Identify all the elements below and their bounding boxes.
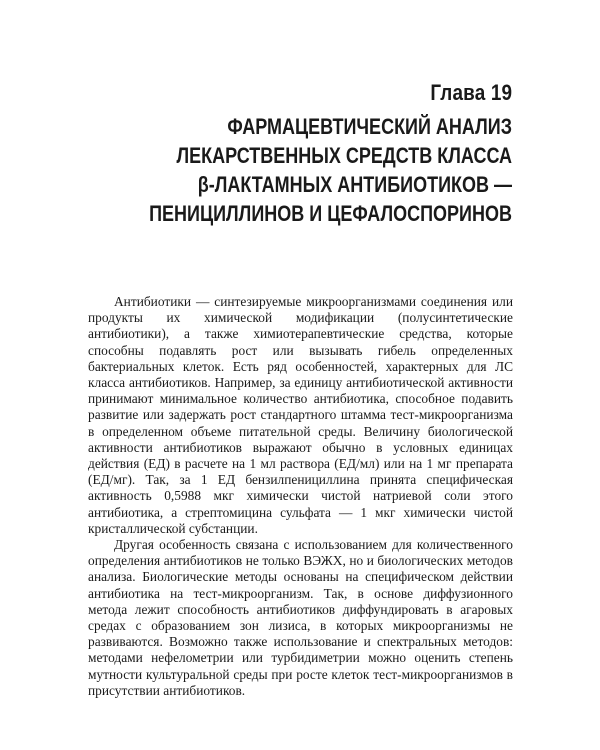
chapter-title	[52, 112, 512, 228]
chapter-number: Глава 19	[430, 80, 512, 105]
chapter-body	[88, 294, 513, 699]
chapter-title-line: ПЕНИЦИЛЛИНОВ И ЦЕФАЛОСПОРИНОВ	[149, 201, 512, 226]
body-paragraph: Другая особенность связана с использованием для количественного определения антибиотиков не только ВЭЖХ, но и биологических методов анализа. Биологические методы основаны на специфическом действии антибиотика на тест-микроорганизм. Так, в основе диффузионного метода лежит способность антибиотиков диффундировать в агаровых средах с образованием зон лизиса, в которых микроорганизмы не развиваются. Возможно также использование и спектральных методов: методами нефелометрии или турбидиметрии можно оценить степень мутности культуральной среды при росте клеток тест-микроорганизмов в присутствии антибиотиков.	[88, 537, 513, 698]
body-paragraph: Антибиотики — синтезируемые микроорганизмами соединения или продукты их химической модификации (полусинтетические антибиотики), а также химиотерапевтические средства, которые способны подавлять рост или вызывать гибель определенных бактериальных клеток. Есть ряд особенностей, характерных для ЛС класса антибиотиков. Например, за единицу антибиотической активности принимают минимальное количество антибиотика, способное подавить развитие или задержать рост стандартного штамма тест-микроорганизма в определенном объеме питательной среды. Величину биологической активности антибиотиков выражают обычно в условных единицах действия (ЕД) в расчете на 1 мл раствора (ЕД/мл) или на 1 мг препарата (ЕД/мг). Так, за 1 ЕД бензилпенициллина принята специфическая активность 0,5988 мкг химически чистой натриевой соли этого антибиотика, а стрептомицина сульфата — 1 мкг химически чистой кристаллической субстанции.	[88, 294, 513, 536]
chapter-title-line: ЛЕКАРСТВЕННЫХ СРЕДСТВ КЛАССА	[176, 143, 512, 168]
chapter-title-line: ФАРМАЦЕВТИЧЕСКИЙ АНАЛИЗ	[227, 114, 512, 139]
chapter-title-line: β-ЛАКТАМНЫХ АНТИБИОТИКОВ —	[197, 172, 513, 197]
